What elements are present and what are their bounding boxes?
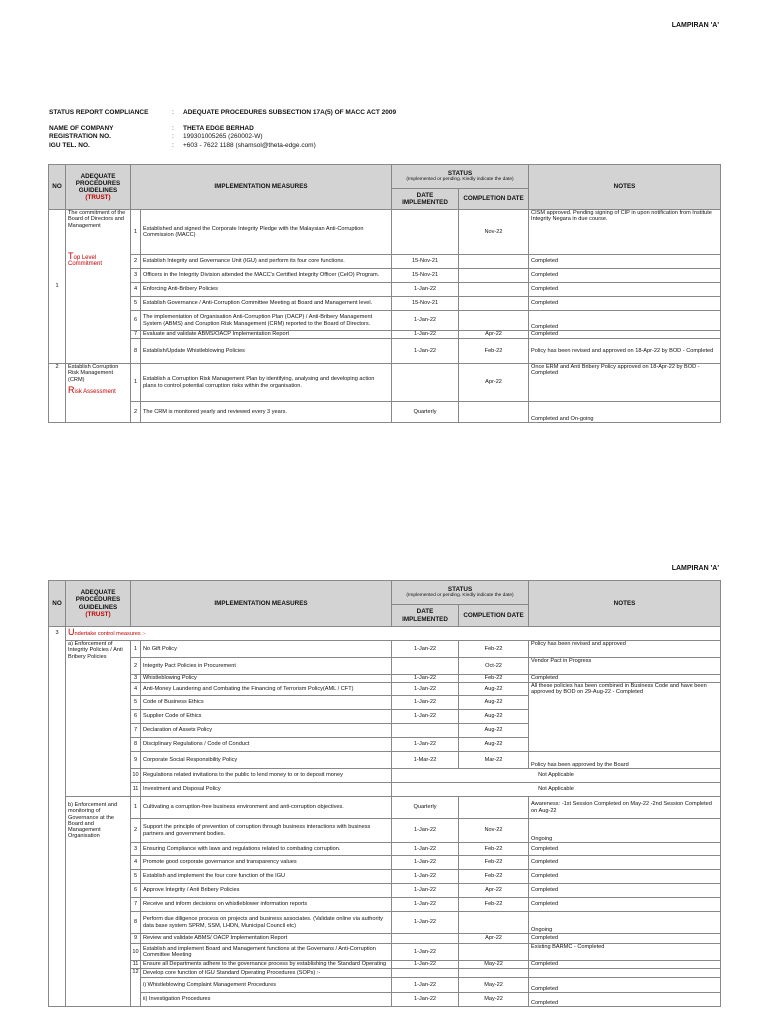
row-number: 4 (131, 856, 141, 870)
completion-date: Aug-22 (459, 696, 529, 710)
date-implemented: 1-Jan-22 (392, 856, 459, 870)
info-key: REGISTRATION NO. (49, 133, 111, 141)
date-implemented (392, 969, 459, 978)
completion-date: Feb-22 (459, 339, 529, 364)
compliance-table-page2 (48, 580, 721, 1007)
date-implemented: 1-Jan-22 (392, 710, 459, 724)
row-notes: Completed (529, 856, 721, 870)
date-implemented: 1-Jan-22 (392, 819, 459, 843)
section-guideline (66, 210, 131, 364)
measure-text: Establish and implement Board and Management functions at the Governans / Anti-Corruption Committee Meeting (141, 944, 392, 961)
row-number: 7 (131, 898, 141, 912)
header-no: NO (49, 165, 66, 210)
table-row (49, 993, 721, 1007)
table-row (49, 856, 721, 870)
measure-text: Ensure all Departments adhere to the governance process by establishing the Standard Operating (141, 961, 392, 969)
row-notes: Vendor Pact in Progress (529, 658, 721, 675)
completion-date: Nov-22 (459, 210, 529, 255)
row-number: 2 (131, 255, 141, 269)
subsection-label-b: b) Enforcement and monitoring of Governance at the Board and Management Organisation (66, 797, 131, 1007)
completion-date: Nov-22 (459, 819, 529, 843)
table-row (49, 627, 721, 641)
row-notes: Completed (529, 255, 721, 269)
info-colon: : (172, 124, 174, 132)
table-row (49, 283, 721, 297)
row-notes: Policy has been revised and approved (529, 641, 721, 658)
row-number: 6 (131, 311, 141, 331)
completion-date (459, 402, 529, 423)
table-row (49, 783, 721, 797)
completion-date (459, 283, 529, 297)
completion-date (459, 797, 529, 819)
sop-text: i) Whistleblowing Complaint Management Procedures (141, 978, 392, 993)
info-colon: : (172, 109, 174, 116)
header-date-implemented: DATE IMPLEMENTED (392, 605, 459, 627)
date-implemented: 1-Jan-22 (392, 683, 459, 696)
row-number: 1 (131, 364, 141, 402)
row-notes: Completed (529, 331, 721, 339)
measure-text: Disciplinary Regulations / Code of Conduct (141, 738, 392, 752)
table-row (49, 898, 721, 912)
row-notes: Policy has been revised and approved on 18-Apr-22 by BOD - Completed (529, 339, 721, 364)
row-number: 10 (131, 769, 141, 783)
completion-date (459, 969, 529, 978)
header-completion-date: COMPLETION DATE (459, 605, 529, 627)
info-key: IGU TEL. NO. (49, 141, 90, 149)
compliance-table-page1 (48, 164, 721, 423)
header-notes: NOTES (529, 165, 721, 210)
table-row (49, 870, 721, 884)
completion-date: Feb-22 (459, 675, 529, 683)
measure-text: Supplier Code of Ethics (141, 710, 392, 724)
lampiran-label: LAMPIRAN 'A' (671, 565, 719, 572)
date-implemented: 1-Jan-22 (392, 696, 459, 710)
header-guidelines: ADEQUATE PROCEDURES GUIDELINES (TRUST) (66, 581, 131, 627)
measure-text: Evaluate and validate ABMS/OACP Implementation Report (141, 331, 392, 339)
row-notes: Completed (529, 898, 721, 912)
row-number: 2 (131, 402, 141, 423)
date-implemented: 1-Jan-22 (392, 675, 459, 683)
measure-text: Cultivating a corruption-free business environment and anti-corruption objectives. (141, 797, 392, 819)
row-number: 1 (131, 641, 141, 658)
date-implemented: 1-Jan-22 (392, 961, 459, 969)
table-row (49, 255, 721, 269)
row-number: 5 (131, 297, 141, 311)
date-implemented: 1-Jan-22 (392, 870, 459, 884)
row-notes: Completed (529, 311, 721, 331)
header-completion-date: COMPLETION DATE (459, 189, 529, 210)
info-value: THETA EDGE BERHAD (183, 124, 254, 132)
row-notes: Completed and On-going (529, 402, 721, 423)
date-implemented: Quarterly (392, 402, 459, 423)
measure-text: Establish and implement the four core function of the IGU (141, 870, 392, 884)
row-number: 7 (131, 724, 141, 738)
merged-notes: All these policies has been combined in Business Code and have been approved by BOD on 29-Aug-22 - Completed (529, 683, 721, 752)
info-colon: : (172, 133, 174, 141)
completion-date (459, 297, 529, 311)
header-guidelines: ADEQUATE PROCEDURES GUIDELINES (TRUST) (66, 165, 131, 210)
date-implemented: 1-Jan-22 (392, 944, 459, 961)
row-notes: Ongoing (529, 912, 721, 934)
date-implemented: 1-Jan-22 (392, 641, 459, 658)
date-implemented (392, 724, 459, 738)
measure-text: Ensuring Compliance with laws and regulations related to combating corruption. (141, 843, 392, 856)
row-number: 1 (131, 797, 141, 819)
table-row (49, 819, 721, 843)
completion-date: Aug-22 (459, 683, 529, 696)
row-notes: Completed (529, 961, 721, 969)
row-number: 3 (131, 675, 141, 683)
sop-text: ii) Investigation Procedures (141, 993, 392, 1007)
measure-text: Promote good corporate governance and transparency values (141, 856, 392, 870)
row-notes: Awareness: -1st Session Completed on May-22 -2nd Session Completed on Aug-22 (529, 797, 721, 819)
header-date-implemented: DATE IMPLEMENTED (392, 189, 459, 210)
header-status-sub: (Implemented or pending. Kindly indicate the date) (406, 177, 514, 183)
measure-text: Officers in the Integrity Division attended the MACC's Certified Integrity Officer (CeIO) Program. (141, 269, 392, 283)
row-number: 2 (131, 658, 141, 675)
table-row (49, 797, 721, 819)
section-title: Undertake control measures :- (66, 627, 721, 641)
date-implemented: 1-Jan-22 (392, 843, 459, 856)
row-notes: Completed (529, 843, 721, 856)
completion-date: Apr-22 (459, 884, 529, 898)
row-notes: Completed (529, 283, 721, 297)
row-number: 11 (131, 783, 141, 797)
table-row (49, 944, 721, 961)
row-number: 5 (131, 870, 141, 884)
measure-text: Perform due diligence process on projects and business associates. (Validate online via authority data base system SPRM, SSM, LHDN, Municipal Council etc) (141, 912, 392, 934)
measure-text: Approve Integrity / Anti Bribery Policies (141, 884, 392, 898)
table-row (49, 339, 721, 364)
guideline-tag: Top Level Commitment (68, 250, 103, 268)
completion-date: Apr-22 (459, 331, 529, 339)
completion-date: Aug-22 (459, 724, 529, 738)
completion-date: Aug-22 (459, 738, 529, 752)
row-number: 6 (131, 710, 141, 724)
table-row (49, 934, 721, 944)
info-key: NAME OF COMPANY (49, 124, 114, 132)
date-implemented: 1-Jan-22 (392, 993, 459, 1007)
row-number: 6 (131, 884, 141, 898)
row-notes: Completed (529, 993, 721, 1007)
date-implemented (392, 210, 459, 255)
measure-text: Corporate Social Responsibility Policy (141, 752, 392, 769)
header-status: STATUS (Implemented or pending. Kindly indicate the date) (392, 581, 529, 605)
completion-date (459, 912, 529, 934)
row-notes: Completed (529, 269, 721, 283)
date-implemented (392, 934, 459, 944)
date-implemented: 15-Nov-21 (392, 297, 459, 311)
row-notes: Completed (529, 884, 721, 898)
header-measures: IMPLEMENTATION MEASURES (131, 165, 392, 210)
header-status: STATUS (Implemented or pending. Kindly indicate the date) (392, 165, 529, 189)
row-notes: Ongoing (529, 819, 721, 843)
measure-text: Whistleblowing Policy (141, 675, 392, 683)
header-status-sub: (Implemented or pending. Kindly indicate the date) (406, 593, 514, 599)
completion-date: Aug-22 (459, 710, 529, 724)
measure-text: Regulations related invitations to the public to lend money to or to deposit money (141, 769, 392, 783)
measure-text: Establish Integrity and Governance Unit (IGU) and perform its four core functions. (141, 255, 392, 269)
measure-text: Support the principle of prevention of corruption through business interactions with business partners and government bodies. (141, 819, 392, 843)
table-row (49, 752, 721, 769)
table-row (49, 402, 721, 423)
measure-text: Anti-Money Laundering and Combating the Financing of Terrorism Policy(AML / CFT) (141, 683, 392, 696)
row-notes: Policy has been approved by the Board (529, 752, 721, 769)
completion-date (459, 269, 529, 283)
header-trust: (TRUST) (85, 610, 111, 618)
row-notes: Once ERM and Anti Bribery Policy approved on 18-Apr-22 by BOD - Completed (529, 364, 721, 402)
row-number: 11 (131, 961, 141, 969)
table-row (49, 843, 721, 856)
completion-date: May-22 (459, 993, 529, 1007)
measure-text: Establish/Update Whistleblowing Policies (141, 339, 392, 364)
row-number: 12 (131, 969, 141, 1007)
row-number: 8 (131, 912, 141, 934)
lampiran-label: LAMPIRAN 'A' (671, 22, 719, 29)
info-colon: : (172, 141, 174, 149)
measure-text: The implementation of Organisation Anti-Corruption Plan (OACP) / Anti-Bribery Management System (ABMS) and Coruption Risk Management (CRM) reported to the Board of Directors. (141, 311, 392, 331)
table-row (49, 912, 721, 934)
completion-date: Apr-22 (459, 364, 529, 402)
date-implemented: 15-Nov-21 (392, 269, 459, 283)
date-implemented: 1-Jan-22 (392, 331, 459, 339)
table-row (49, 769, 721, 783)
date-implemented: 1-Jan-22 (392, 898, 459, 912)
measure-text: No Gift Policy (141, 641, 392, 658)
measure-text: Establish Governance / Anti-Corruption Committee Meeting at Board and Management level. (141, 297, 392, 311)
row-number: 8 (131, 738, 141, 752)
completion-date: Feb-22 (459, 843, 529, 856)
row-number: 8 (131, 339, 141, 364)
guideline-text: The commitment of the Board of Directors and Management (68, 210, 126, 229)
date-implemented: 15-Nov-21 (392, 255, 459, 269)
measure-text: Develop core function of IGU Standard Operating Procedures (SOPs) :- (141, 969, 392, 978)
row-number: 10 (131, 944, 141, 961)
date-implemented: 1-Jan-22 (392, 978, 459, 993)
row-notes: Completed (529, 978, 721, 993)
measure-text: Receive and inform decisions on whistleblower information reports (141, 898, 392, 912)
info-value: +603 - 7622 1188 (shamsol@theta-edge.com) (183, 141, 316, 149)
table-row (49, 978, 721, 993)
info-value: 199301005265 (260002-W) (183, 133, 263, 141)
section-guideline (66, 364, 131, 423)
row-notes: Completed (529, 870, 721, 884)
guideline-tag: Risk Assessment (68, 384, 116, 395)
completion-date: Feb-22 (459, 898, 529, 912)
table-row (49, 210, 721, 255)
row-notes: Completed (529, 297, 721, 311)
table-row (49, 884, 721, 898)
date-implemented: Quarterly (392, 797, 459, 819)
row-notes: Completed (529, 675, 721, 683)
completion-date: May-22 (459, 978, 529, 993)
measure-text: Established and signed the Corporate Integrity Pledge with the Malaysian Anti-Corruption Commission (MACC) (141, 210, 392, 255)
table-row (49, 297, 721, 311)
date-implemented (392, 658, 459, 675)
completion-date: May-22 (459, 961, 529, 969)
table-row (49, 311, 721, 331)
date-implemented: 1-Jan-22 (392, 283, 459, 297)
row-notes: Completed (529, 934, 721, 944)
completion-date: Feb-22 (459, 856, 529, 870)
row-number: 3 (131, 843, 141, 856)
measure-text: Code of Business Ethics (141, 696, 392, 710)
table-row (49, 675, 721, 683)
row-number: 3 (131, 269, 141, 283)
guideline-text: Establish Corruption Risk Management (CRM) (68, 364, 119, 383)
date-implemented: 1-Mar-22 (392, 752, 459, 769)
header-notes: NOTES (529, 581, 721, 627)
completion-date: Apr-22 (459, 934, 529, 944)
date-implemented: 1-Jan-22 (392, 912, 459, 934)
row-notes (529, 969, 721, 978)
header-trust: (TRUST) (85, 194, 111, 202)
table-row (49, 364, 721, 402)
section-no: 3 (49, 627, 66, 1007)
subsection-label-a: a) Enforcement of Integrity Policies / Anti Bribery Policies (66, 641, 131, 797)
measure-text: Declaration of Assets Policy (141, 724, 392, 738)
row-number: 5 (131, 696, 141, 710)
measure-text: Review and validate ABMS/ OACP Implementation Report (141, 934, 392, 944)
row-number: 1 (131, 210, 141, 255)
section-no: 1 (49, 210, 66, 364)
not-applicable: Not Applicable (392, 783, 721, 797)
section-no: 2 (49, 364, 66, 423)
table-row (49, 683, 721, 696)
measure-text: Integrity Pact Policies in Procurement (141, 658, 392, 675)
completion-date (459, 311, 529, 331)
measure-text: Enforcing Anti-Bribery Policies (141, 283, 392, 297)
info-value: ADEQUATE PROCEDURES SUBSECTION 17A(5) OF MACC ACT 2009 (183, 109, 397, 116)
header-no: NO (49, 581, 66, 627)
table-row (49, 269, 721, 283)
completion-date: Oct-22 (459, 658, 529, 675)
row-notes: CISM approved. Pending signing of CIP in upon notification from Institute Integrity Negara in due course. (529, 210, 721, 255)
row-number: 4 (131, 283, 141, 297)
completion-date (459, 944, 529, 961)
row-number: 9 (131, 752, 141, 769)
completion-date: Mar-22 (459, 752, 529, 769)
not-applicable: Not Applicable (392, 769, 721, 783)
date-implemented: 1-Jan-22 (392, 884, 459, 898)
row-number: 9 (131, 934, 141, 944)
measure-text: Establish a Corruption Risk Management Plan by identifying, analysing and developing action plans to control potential corruption risks within the organisation. (141, 364, 392, 402)
header-measures: IMPLEMENTATION MEASURES (131, 581, 392, 627)
row-number: 4 (131, 683, 141, 696)
table-row (49, 331, 721, 339)
completion-date (459, 255, 529, 269)
info-key: STATUS REPORT COMPLIANCE (49, 109, 149, 116)
date-implemented (392, 364, 459, 402)
row-number: 7 (131, 331, 141, 339)
measure-text: The CRM is monitored yearly and reviewed every 3 years. (141, 402, 392, 423)
table-row (49, 658, 721, 675)
table-row (49, 641, 721, 658)
date-implemented: 1-Jan-22 (392, 311, 459, 331)
completion-date: Feb-22 (459, 870, 529, 884)
date-implemented: 1-Jan-22 (392, 738, 459, 752)
row-number: 2 (131, 819, 141, 843)
measure-text: Investment and Disposal Policy (141, 783, 392, 797)
table-row (49, 961, 721, 969)
date-implemented: 1-Jan-22 (392, 339, 459, 364)
row-notes: Existing BARMC - Completed (529, 944, 721, 961)
completion-date: Feb-22 (459, 641, 529, 658)
table-row (49, 969, 721, 978)
